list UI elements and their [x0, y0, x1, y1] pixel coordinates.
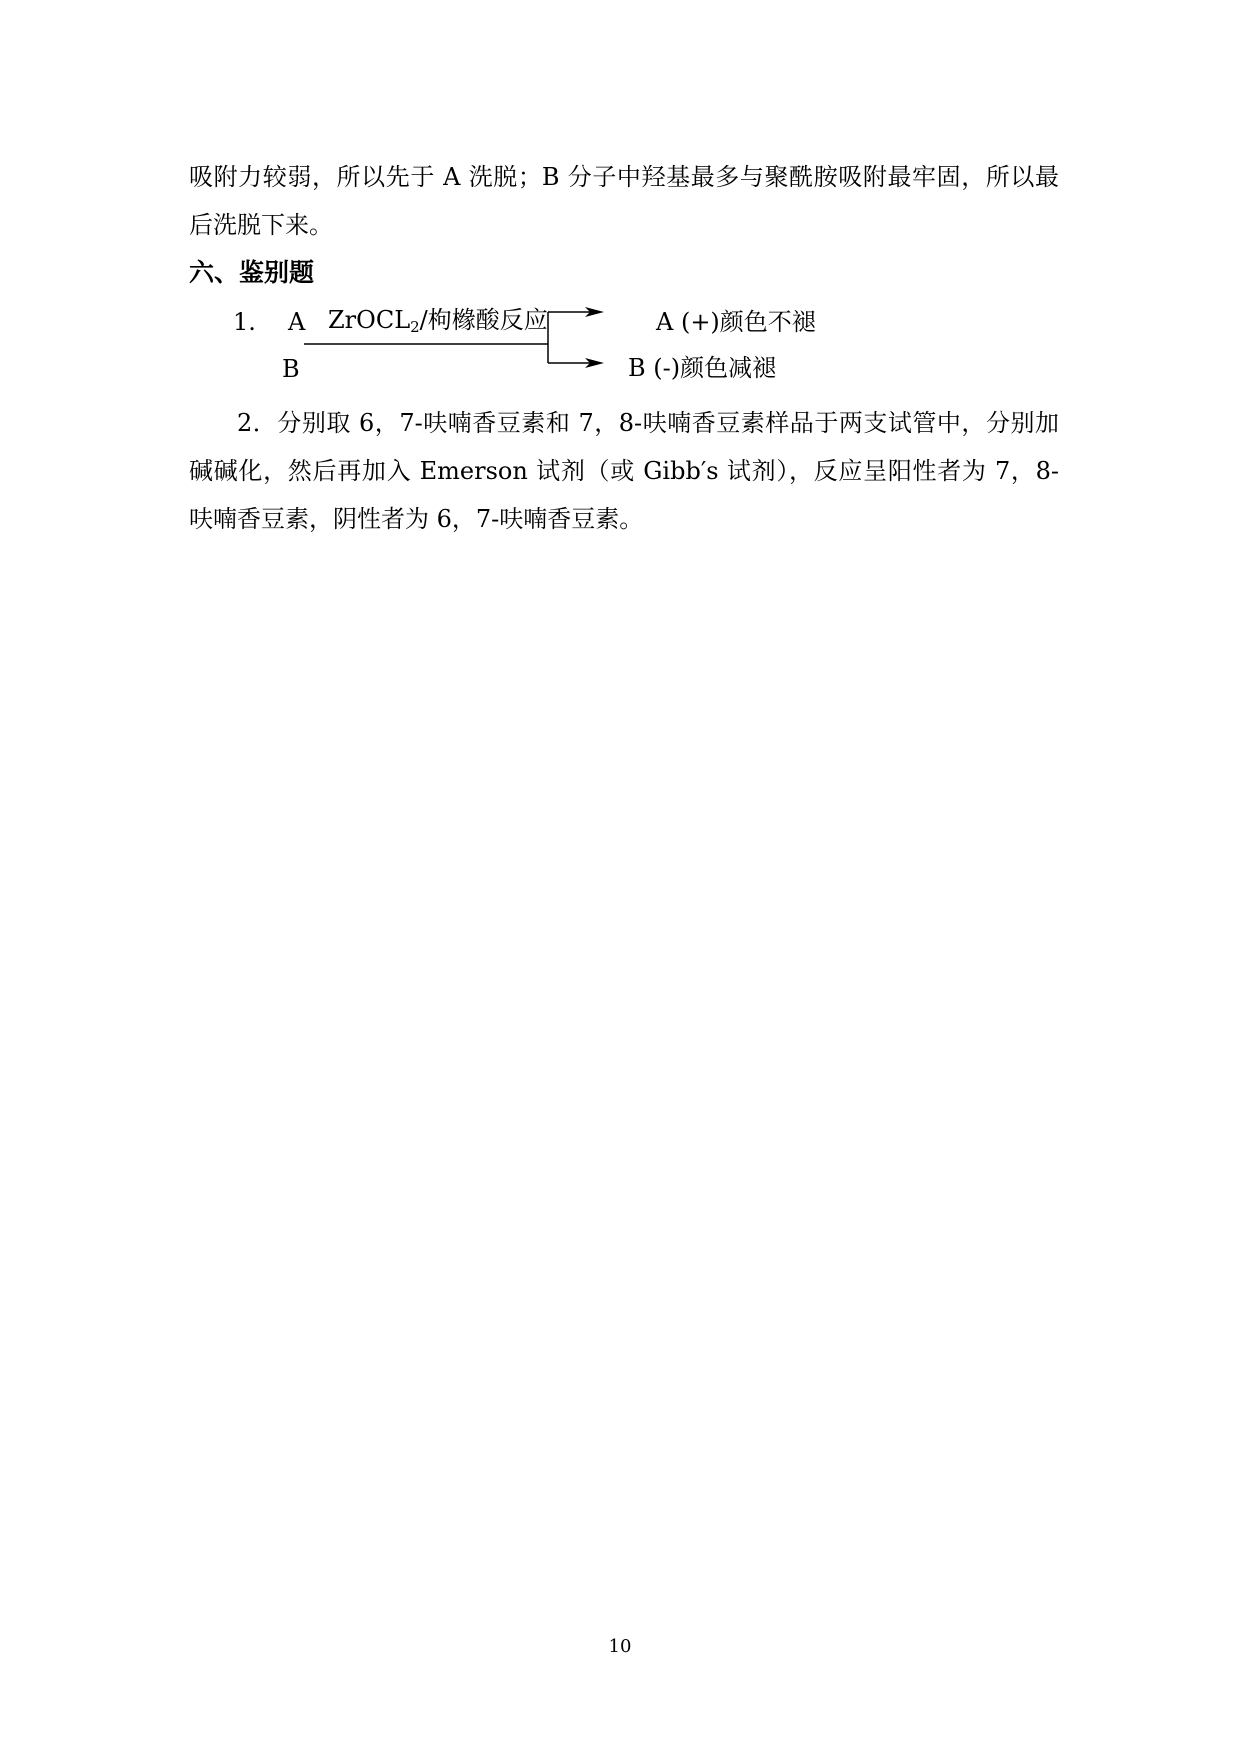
- compound-a-label: A: [288, 308, 306, 336]
- reagent-prefix: ZrOCL: [328, 306, 411, 334]
- result-a-label: A (+)颜色不褪: [656, 308, 816, 336]
- item-2-paragraph: 2．分别取 6，7-呋喃香豆素和 7，8-呋喃香豆素样品于两支试管中，分别加碱碱化，然后再加入 Emerson 试剂（或 Gibb′s 试剂），反应呈阳性者为 7，8-呋喃香豆素，阴性者为 6，7-呋喃香豆素。: [189, 409, 1059, 533]
- reaction-arrows: [200, 295, 900, 395]
- reagent-subscript: 2: [410, 318, 420, 336]
- item-1-number: 1.: [233, 308, 256, 336]
- page-number: 10: [608, 1636, 632, 1657]
- reagent-suffix: /枸橼酸反应: [419, 306, 548, 334]
- section-heading: 六、鉴别题: [189, 258, 315, 287]
- result-b-label: B (-)颜色减褪: [628, 354, 777, 382]
- compound-b-label: B: [282, 355, 300, 383]
- continuation-paragraph: 吸附力较弱，所以先于 A 洗脱；B 分子中羟基最多与聚酰胺吸附最牢固，所以最后洗脱下来。: [189, 163, 1059, 239]
- identification-reaction-diagram: [200, 295, 900, 395]
